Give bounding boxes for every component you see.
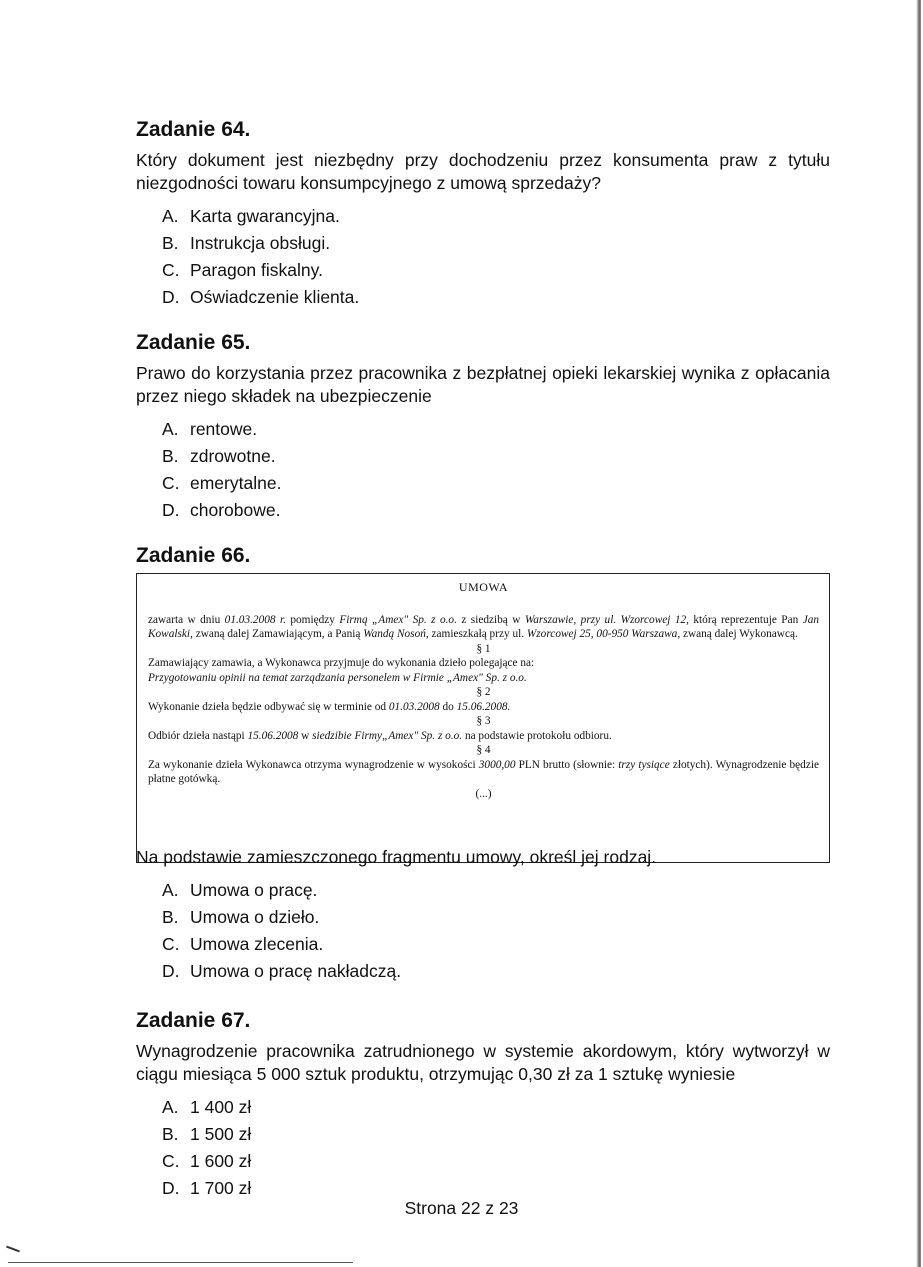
answer-option: A. Karta gwarancyjna.	[162, 206, 340, 226]
answer-option: D. Umowa o pracę nakładczą.	[162, 961, 402, 981]
answer-option: D. 1 700 zł	[162, 1178, 252, 1198]
task-question: Który dokument jest niezbędny przy dochodzeniu przez konsumenta praw z tytułu niezgodności towaru konsumpcyjnego z umową sprzedaży?	[136, 150, 830, 193]
answer-option: C. Umowa zlecenia.	[162, 934, 324, 954]
answer-list	[136, 203, 830, 311]
task-question: Wynagrodzenie pracownika zatrudnionego w systemie akordowym, który wytworzył w ciągu miesiąca 5 000 sztuk produktu, otrzymując 0,30 zł za 1 sztukę wyniesie	[136, 1041, 830, 1084]
task-title: Zadanie 67.	[136, 1009, 251, 1032]
answer-option: A. rentowe.	[162, 419, 258, 439]
answer-option: A. 1 400 zł	[162, 1097, 252, 1117]
scan-bottom-line	[8, 1262, 353, 1263]
answer-option: C. emerytalne.	[162, 473, 282, 493]
contract-paragraph: Za wykonanie dzieła Wykonawca otrzyma wynagrodzenie w wysokości 3000,00 PLN brutto (słownie: trzy tysiące złotych). Wynagrodzenie będzie płatne gotówką.	[148, 758, 819, 785]
section-marker: § 4	[476, 744, 491, 756]
answer-list	[136, 877, 830, 985]
task-title: Zadanie 66.	[136, 544, 251, 567]
answer-option: C. Paragon fiskalny.	[162, 260, 323, 280]
task-title: Zadanie 64.	[136, 118, 251, 141]
contract-paragraph: Wykonanie dzieła będzie odbywać się w terminie od 01.03.2008 do 15.06.2008.	[148, 700, 511, 713]
section-marker: § 2	[476, 686, 491, 698]
contract-paragraph: Odbiór dzieła nastąpi 15.06.2008 w siedzibie Firmy„Amex" Sp. z o.o. na podstawie protokołu odbioru.	[148, 729, 612, 742]
task-66	[136, 543, 830, 575]
section-marker: § 3	[476, 715, 491, 727]
task-65	[136, 330, 830, 524]
scan-corner-mark	[6, 1246, 20, 1253]
contract-paragraph: Przygotowaniu opinii na temat zarządzania personelem w Firmie „Amex" Sp. z o.o.	[148, 671, 527, 684]
answer-list	[136, 1094, 830, 1202]
page-number: Strona 22 z 23	[404, 1198, 519, 1218]
contract-ellipsis: (...)	[475, 787, 492, 800]
answer-option: D. chorobowe.	[162, 500, 281, 520]
contract-paragraph: Zamawiający zamawia, a Wykonawca przyjmuje do wykonania dzieło polegające na:	[148, 657, 535, 669]
task-question: Na podstawie zamieszczonego fragmentu umowy, określ jej rodzaj.	[136, 847, 657, 867]
task-question: Prawo do korzystania przez pracownika z bezpłatnej opieki lekarskiej wynika z opłacania przez niego składek na ubezpieczenie	[136, 363, 830, 406]
task-64	[136, 117, 830, 311]
answer-option: A. Umowa o pracę.	[162, 880, 318, 900]
answer-option: C. 1 600 zł	[162, 1151, 252, 1171]
answer-option: B. Instrukcja obsługi.	[162, 233, 331, 253]
task-title: Zadanie 65.	[136, 331, 251, 354]
answer-option: B. Umowa o dzieło.	[162, 907, 320, 927]
contract-excerpt	[136, 573, 830, 863]
answer-list	[136, 416, 830, 524]
answer-option: D. Oświadczenie klienta.	[162, 287, 360, 307]
answer-option: B. zdrowotne.	[162, 446, 276, 466]
scan-edge-artifact	[916, 0, 921, 1267]
section-marker: § 1	[476, 642, 491, 655]
answer-option: B. 1 500 zł	[162, 1124, 252, 1144]
task-66-body	[136, 846, 830, 985]
contract-intro: zawarta w dniu 01.03.2008 r. pomiędzy Firmą „Amex" Sp. z o.o. z siedzibą w Warszawie, przy ul. Wzorcowej 12, którą reprezentuje Pan Jan Kowalski, zwaną dalej Zamawiającym, a Panią Wandą Nosoń, zamieszkałą przy ul. Wzorcowej 25, 00-950 Warszawa, zwaną dalej Wykonawcą.	[148, 613, 819, 640]
task-67	[136, 1008, 830, 1202]
contract-title: UMOWA	[458, 580, 509, 594]
